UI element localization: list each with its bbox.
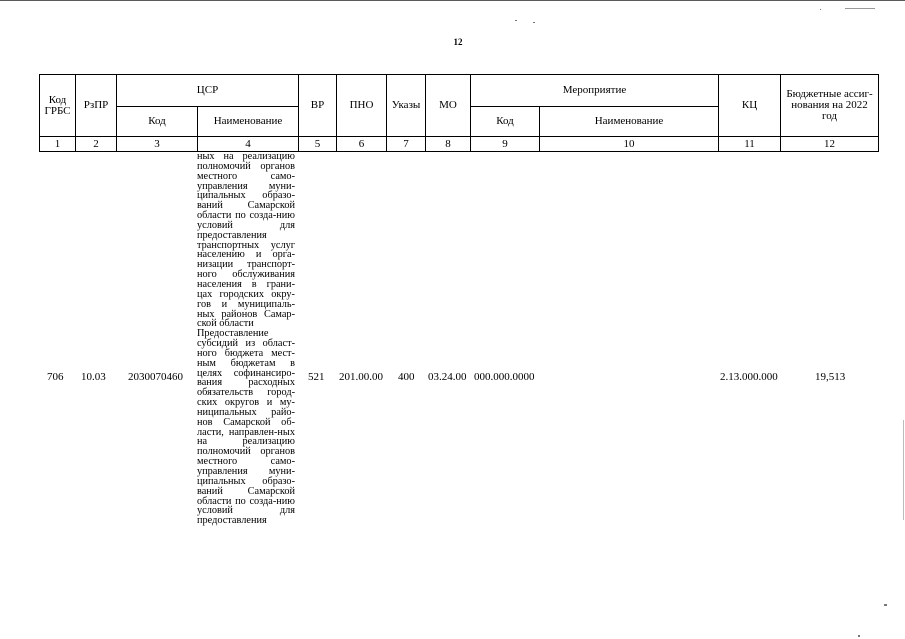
header-rzpr: РзПР <box>83 99 109 111</box>
header-csr-name: Наименование <box>213 115 283 127</box>
row-kc: 2.13.000.000 <box>720 371 778 383</box>
row-csr-kod: 2030070460 <box>128 371 183 383</box>
col-number: 6 <box>358 138 365 150</box>
scan-speck <box>903 420 904 520</box>
scan-speck <box>884 604 887 606</box>
csr-name-text <box>197 152 295 526</box>
header-vr: ВР <box>310 99 325 111</box>
scan-speck <box>858 635 860 637</box>
scan-speck <box>820 9 821 10</box>
row-mo: 03.24.00 <box>428 371 467 383</box>
col-number: 10 <box>623 138 635 150</box>
header-csr: ЦСР <box>196 84 219 96</box>
row-grbs: 706 <box>47 371 64 383</box>
row-ukazy: 400 <box>398 371 415 383</box>
scan-speck <box>533 22 535 23</box>
header-meropr: Мероприятие <box>562 84 627 96</box>
header-meropr-name: Наименование <box>594 115 664 127</box>
col-number: 9 <box>502 138 508 150</box>
row-meropr-kod: 000.000.0000 <box>474 371 535 383</box>
header-ukazy: Указы <box>391 99 421 111</box>
page-number: 12 <box>453 37 463 47</box>
header-meropr-kod: Код <box>496 115 514 127</box>
header-kc: КЦ <box>741 99 758 111</box>
row-pno: 201.00.00 <box>339 371 383 383</box>
col-divider <box>878 74 879 152</box>
scan-speck <box>845 8 875 9</box>
header-pno: ПНО <box>349 99 374 111</box>
col-number: 1 <box>54 138 61 150</box>
top-page-edge <box>0 0 905 1</box>
scan-speck <box>515 20 517 21</box>
col-number: 2 <box>93 138 99 150</box>
subsidy-name-paragraph: Предоставление субсидий из област-ного бюджета мест-ным бюджетам в целях софинансиро-вания расходных обязательств город-ских округов и му-ниципальных райо-нов Самарской об-ласти, направлен-ных на реализацию полномочий органов местного само-управления муни-ципальных образо-ваний Самарской области по созда-нию условий для предоставления <box>197 328 295 527</box>
header-kod-grbs: Код ГРБС <box>44 93 71 117</box>
row-amount: 19,513 <box>815 371 846 383</box>
header-csr-kod: Код <box>148 115 166 127</box>
row-vr: 521 <box>308 371 325 383</box>
col-number: 4 <box>245 138 251 150</box>
header-budget: Бюджетные ассиг-нования на 2022 год <box>786 88 873 122</box>
table-header <box>39 74 879 152</box>
col-number: 3 <box>154 138 160 150</box>
col-number: 11 <box>744 138 755 150</box>
col-number: 7 <box>403 138 409 150</box>
col-number: 8 <box>445 138 451 150</box>
number-row-bottom-border <box>39 151 879 152</box>
header-mo: МО <box>439 99 457 111</box>
col-number: 5 <box>314 138 321 150</box>
continued-name-paragraph: ных на реализацию полномочий органов местного само-управления муни-ципальных образо-ваний Самарской области по созда-нию условий для предоставления транспортных услуг населению и орга-низации транспорт-ного обслуживания населения в грани-цах городских окру-гов и муниципаль-ных районов Самар-ской области <box>197 151 295 330</box>
col-number: 12 <box>824 138 835 150</box>
row-rzpr: 10.03 <box>81 371 106 383</box>
